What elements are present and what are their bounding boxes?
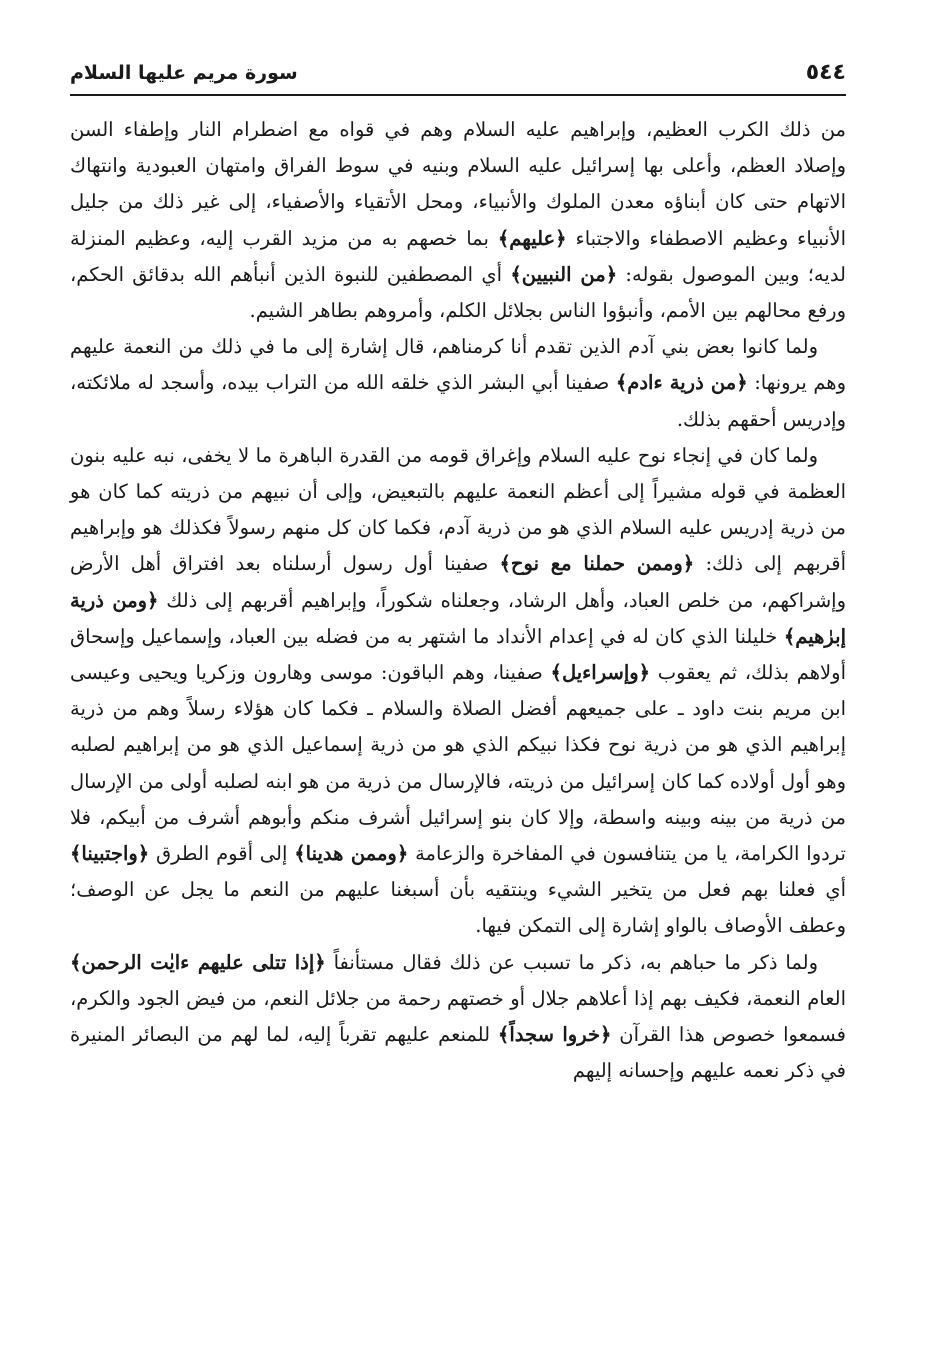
book-page <box>70 48 846 1328</box>
text-segment: أي المصطفين للنبوة الذين أنبأهم الله بدقائق الحكم، ورفع محالهم بين الأمم، وأنبؤوا الناس بجلائل الكلم، وأمروهم بطاهر الشيم. <box>70 262 846 323</box>
text-segment: خليلنا الذي كان له في إعدام الأنداد ما اشتهر به من فضله بين العباد، وإسماعيل وإسحاق أولاهم بذلك، ثم يعقوب <box>70 624 846 685</box>
paragraph-4 <box>70 945 846 1090</box>
quran-quote: ﴿من النبيين﴾ <box>510 262 618 286</box>
text-segment: صفينا أول رسول أرسلناه بعد افتراق أهل الأرض وإشراكهم، من خلص العباد، وأهل الرشاد، وجعلناه شكوراً، وإبراهيم أقربهم إلى ذلك <box>70 552 846 612</box>
text-segment: من ذلك الكرب العظيم، وإبراهيم عليه السلام وهم في قواه مع اضطرام النار وإطفاء السن وإصلاد العظم، وأعلى بها إسرائيل عليه السلام وبنيه في سوط الفراق وامتهان العبودية وانتهاك الاتهام حتى كان أبناؤه معدن الملوك والأنبياء، ومحل الأتقياء والأصفياء، إلى غير ذلك من جليل الأنبياء وعظيم الاصطفاء والاجتباء <box>70 118 846 250</box>
quran-quote: ﴿واجتبينا﴾ <box>70 842 150 866</box>
quran-quote: ﴿وممن هدينا﴾ <box>294 842 409 866</box>
quran-quote: ﴿من ذرية ءادم﴾ <box>615 371 748 395</box>
text-segment: بما خصهم به من مزيد القرب إليه، وعظيم المنزلة لديه؛ وبين الموصول بقوله: <box>70 226 846 286</box>
text-segment: ولما ذكر ما حباهم به، ذكر ما تسبب عن ذلك فقال مستأنفاً <box>325 950 818 974</box>
surah-title: سورة مريم عليها السلام <box>70 62 298 84</box>
quran-quote: ﴿إذا تتلى عليهم ءايٰت الرحمن﴾ <box>70 950 326 974</box>
quran-quote: ﴿خروا سجداً﴾ <box>497 1023 612 1047</box>
text-segment: للمنعم عليهم تقرباً إليه، لما لهم من البصائر المنيرة في ذكر نعمه عليهم وإحسانه إليهم <box>70 1023 846 1083</box>
text-segment: صفينا، وهم الباقون: موسى وهارون وزكريا ويحيى وعيسى ابن مريم بنت داود ـ على جميعهم أفضل الصلاة والسلام ـ فكما كان هؤلاء رسلاً وهم من ذرية إبراهيم الذي هو من ذرية نوح فكذا نبيكم الذي هو من ذرية إسماعيل الذي هو من إبراهيم لصلبه وهو أول أولاده كما كان إسرائيل من ذريته، فالإرسال من ذرية من هو ابنه لصلبه أولى من الإرسال من ذرية من بينه وبينه واسطة، وإلا كان بنو إسرائيل أشرف منكم وأبوهم أشرف من أبيكم، فلا تردوا الكرامة، يا من يتنافسون في المفاخرة والزعامة <box>70 661 846 866</box>
paragraph-2 <box>70 329 846 438</box>
paragraph-1 <box>70 112 846 329</box>
text-segment: أي فعلنا بهم فعل من يتخير الشيء وينتقيه بأن أسبغنا عليهم من النعم ما يجل عن الوصف؛ وعطف الأوصاف بالواو إشارة إلى التمكن فيها. <box>70 878 846 938</box>
running-header <box>70 48 846 96</box>
text-segment: ولما كان في إنجاء نوح عليه السلام وإغراق قومه من القدرة الباهرة ما لا يخفى، نبه عليه بنون العظمة في قوله مشيراً إلى أعظم النعمة عليهم بالتبعيض، وإلى أن نبيهم من ذريته كما كان هو من ذرية إدريس عليه السلام الذي هو من ذرية آدم، فكما كان كل منهم رسولاً فكذلك هو وإبراهيم أقربهم إلى ذلك: <box>70 443 847 576</box>
commentary-text <box>70 112 846 1089</box>
paragraph-3 <box>70 438 846 945</box>
quran-quote: ﴿وممن حملنا مع نوح﴾ <box>499 552 695 576</box>
quran-quote: ﴿ومن ذرية إبرٰهيم﴾ <box>70 588 846 648</box>
quran-quote: ﴿عليهم﴾ <box>497 226 567 250</box>
text-segment: إلى أقوم الطرق <box>149 842 295 866</box>
text-segment: صفينا أبي البشر الذي خلقه الله من التراب بيده، وأسجد له ملائكته، وإدريس أحقهم بذلك. <box>70 371 846 431</box>
page-number: ٥٤٤ <box>805 60 846 85</box>
text-segment: ولما كانوا بعض بني آدم الذين تقدم أنا كرمناهم، قال إشارة إلى ما في ذلك من النعمة عليهم وهم يرونها: <box>70 335 847 395</box>
text-segment: العام النعمة، فكيف بهم إذا أعلاهم جلال أو خصتهم رحمة من جلائل النعم، من فيض الجود والكرم، فسمعوا خصوص هذا القرآن <box>70 986 846 1047</box>
quran-quote: ﴿وإسراءيل﴾ <box>550 661 651 685</box>
